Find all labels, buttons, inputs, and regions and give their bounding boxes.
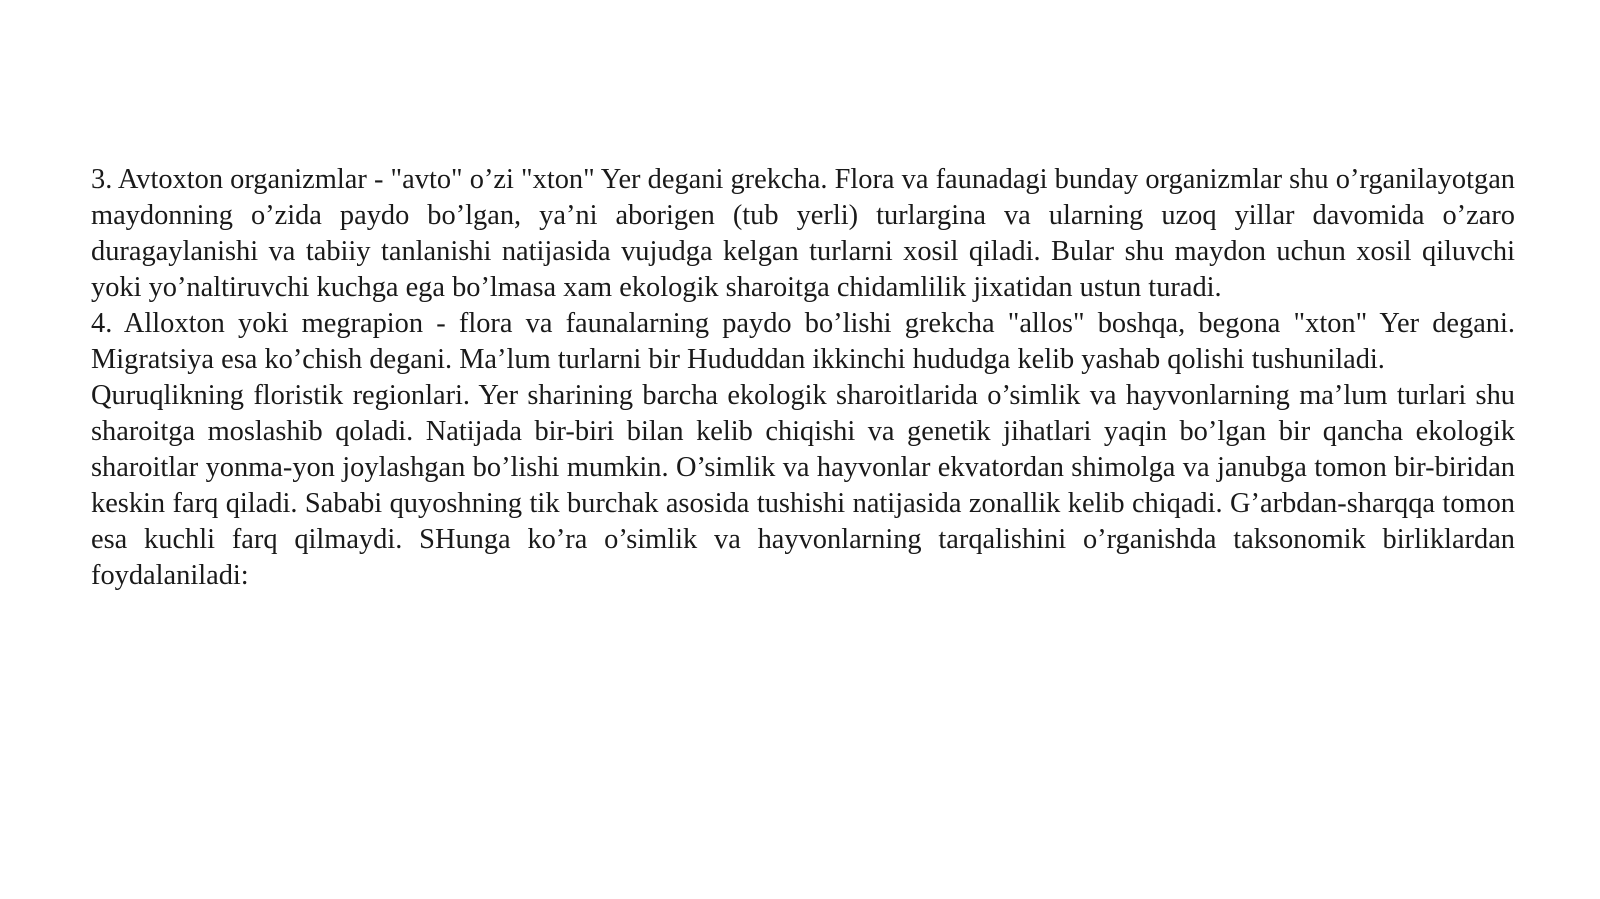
paragraph-alloxton: 4. Alloxton yoki megrapion - flora va faunalarning paydo bo’lishi grekcha "allos" boshqa, begona "xton" Yer degani. Migratsiya esa ko’chish degani. Ma’lum turlarni bir Hududdan ikkinchi hududga kelib yashab qolishi tushuniladi. [91, 308, 1515, 375]
slide-text [91, 162, 1515, 594]
paragraph-avtoxton: 3. Avtoxton organizmlar - "avto" o’zi "xton" Yer degani grekcha. Flora va faunadagi bunday organizmlar shu o’rganilayotgan maydonning o’zida paydo bo’lgan, ya’ni aborigen (tub yerli) turlargina va ularning uzoq yillar davomida o’zaro duragaylanishi va tabiiy tanlanishi natijasida vujudga kelgan turlarni xosil qiladi. Bular shu maydon uchun xosil qiluvchi yoki yo’naltiruvchi kuchga ega bo’lmasa xam ekologik sharoitga chidamlilik jixatidan ustun turadi. [91, 164, 1515, 303]
paragraph-floristic-regions: Quruqlikning floristik regionlari. Yer sharining barcha ekologik sharoitlarida o’simlik va hayvonlarning ma’lum turlari shu sharoitga moslashib qoladi. Natijada bir-biri bilan kelib chiqishi va genetik jihatlari yaqin bo’lgan bir qancha ekologik sharoitlar yonma-yon joylashgan bo’lishi mumkin. O’simlik va hayvonlar ekvatordan shimolga va janubga tomon bir-biridan keskin farq qiladi. Sababi quyoshning tik burchak asosida tushishi natijasida zonallik kelib chiqadi. G’arbdan-sharqqa tomon esa kuchli farq qilmaydi. SHunga ko’ra o’simlik va hayvonlarning tarqalishini o’rganishda taksonomik birliklardan foydalaniladi: [91, 380, 1515, 591]
